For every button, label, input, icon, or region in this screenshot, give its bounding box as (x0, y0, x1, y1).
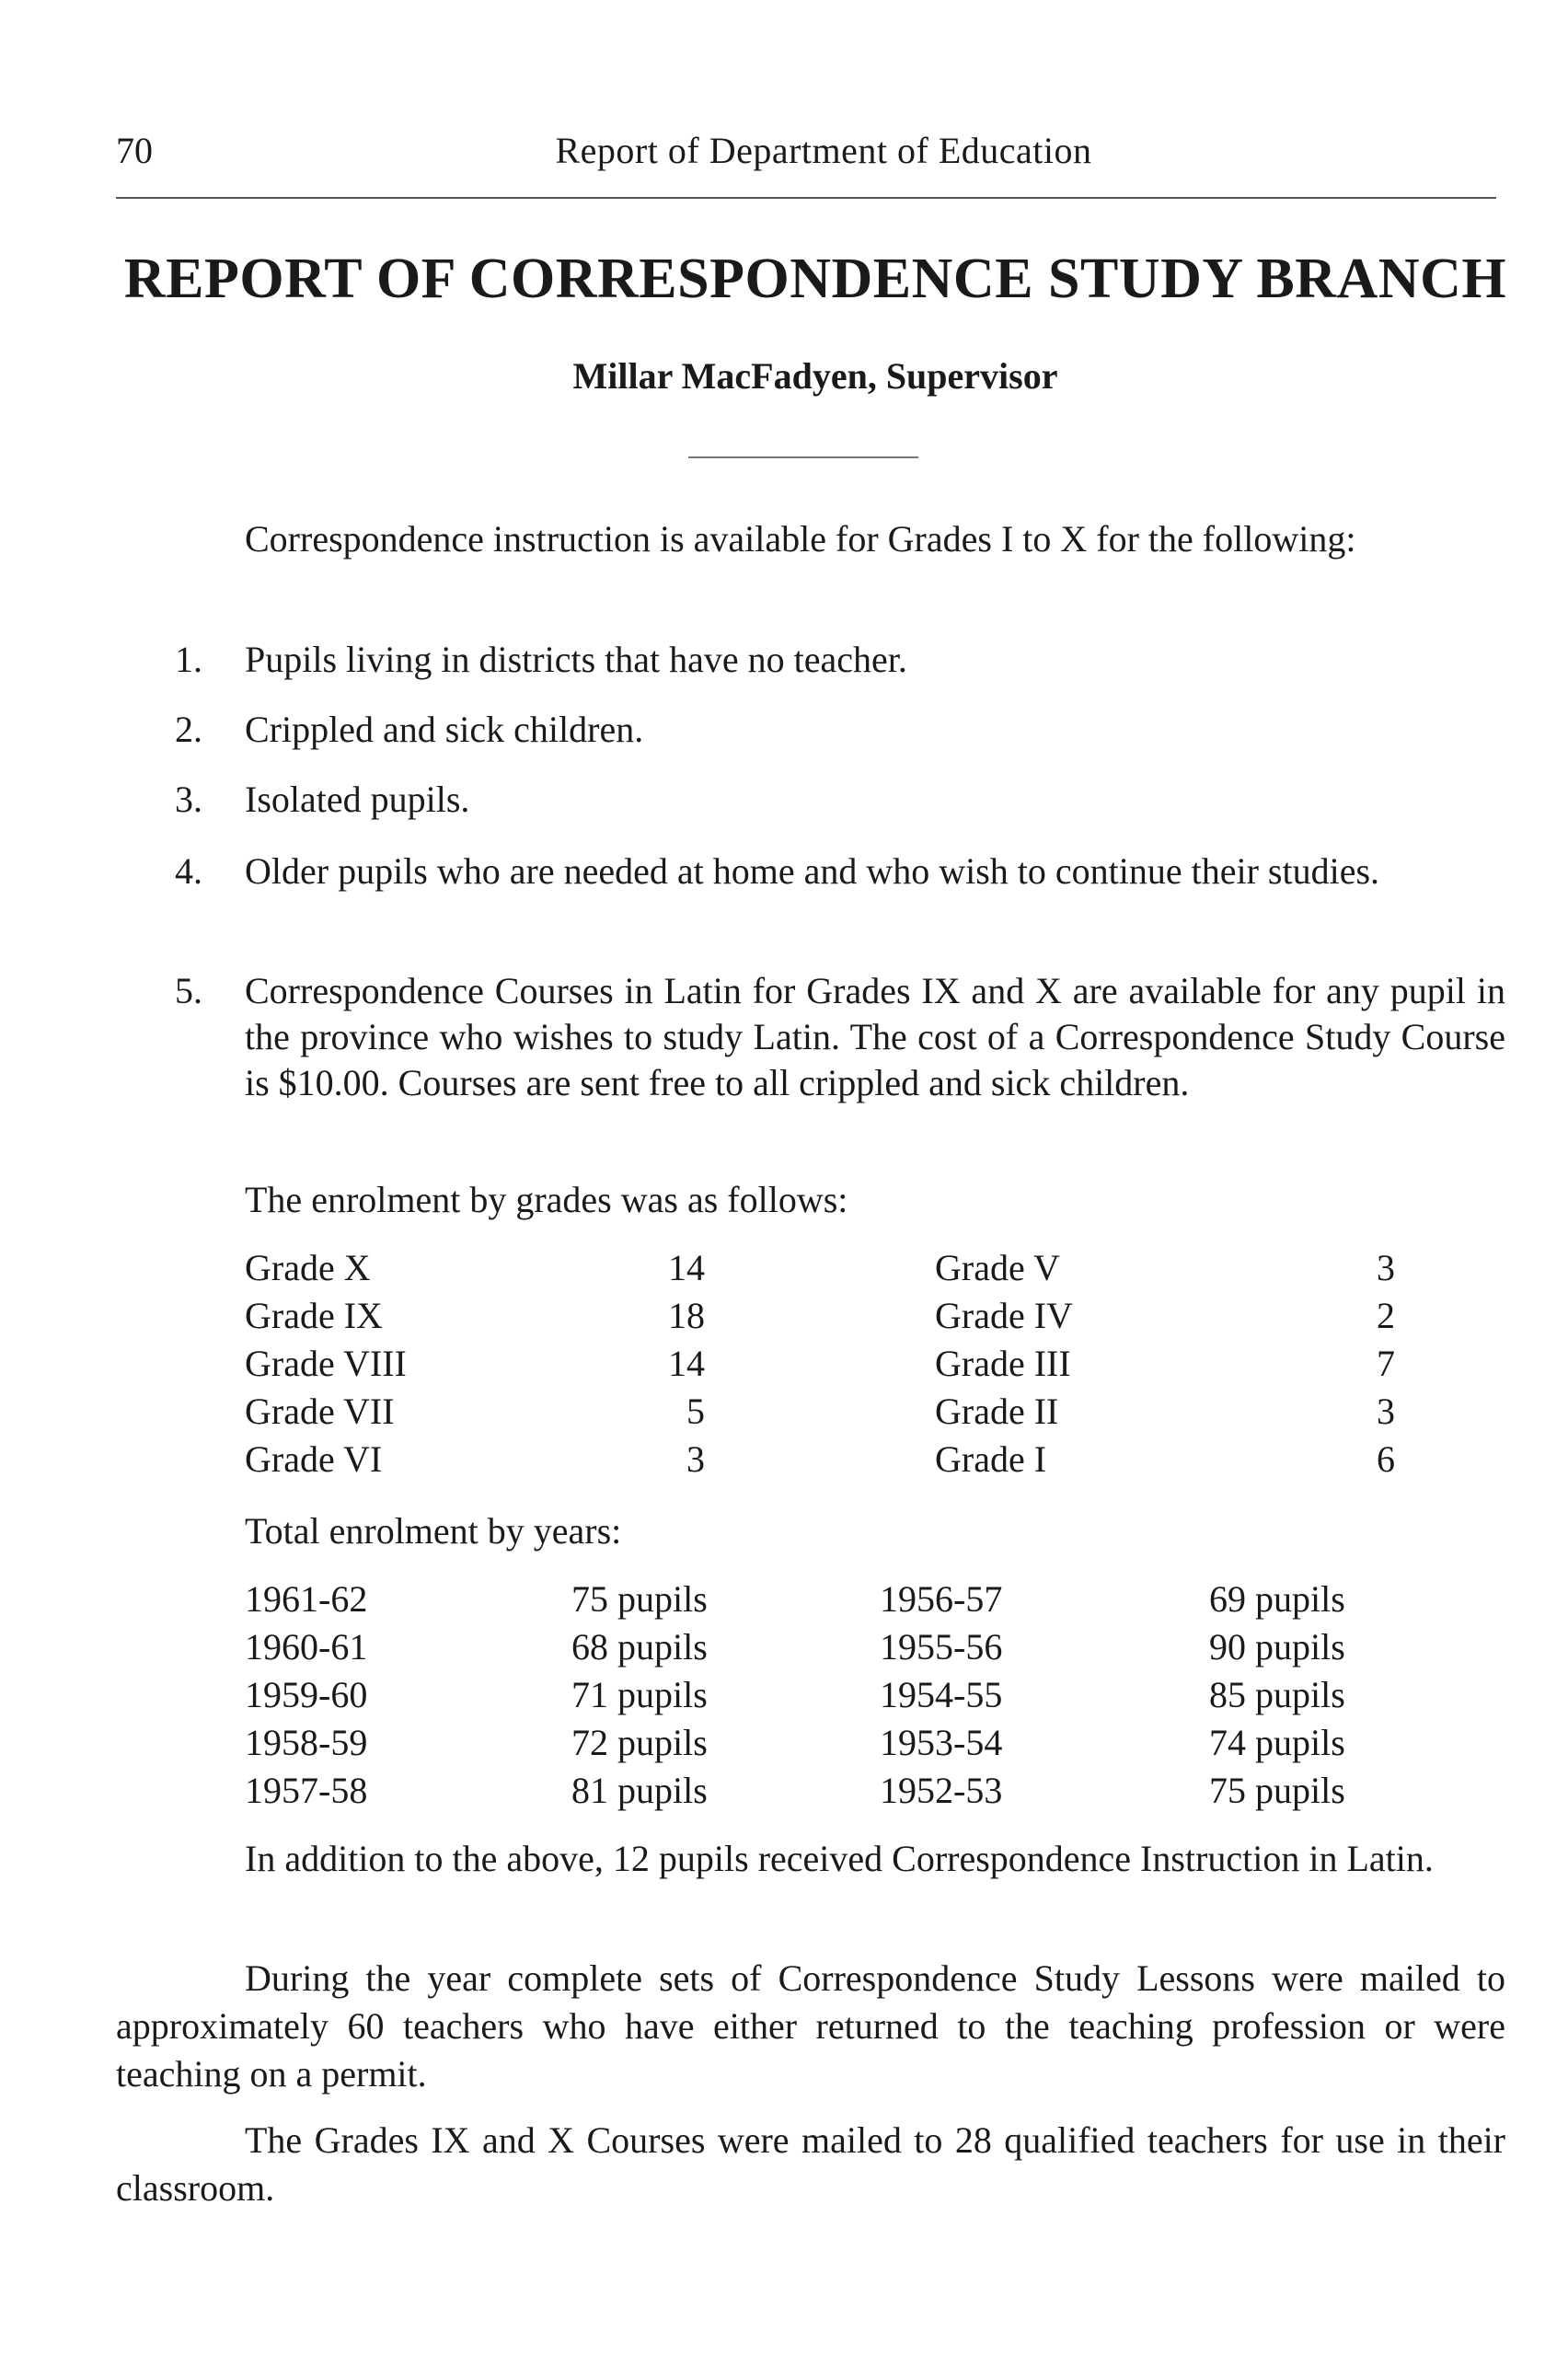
list-number: 5. (175, 970, 202, 1011)
list-number: 3. (175, 779, 202, 820)
grade-label: Grade II (935, 1391, 1059, 1432)
school-year: 1960-61 (245, 1626, 368, 1668)
list-text: Correspondence Courses in Latin for Grades IX and X are available for any pupil in the province who wishes to study Latin. The cost of a Correspondence Study Course is $10.00. Courses are sent free to all crippled and sick children. (245, 970, 1505, 1103)
school-year: 1958-59 (245, 1722, 368, 1763)
school-year: 1957-58 (245, 1770, 368, 1811)
grade-label: Grade X (245, 1247, 371, 1288)
total-enrolment-intro: Total enrolment by years: (245, 1510, 622, 1552)
grade-label: Grade V (935, 1247, 1060, 1288)
report-subtitle: Millar MacFadyen, Supervisor (572, 355, 1058, 397)
school-year: 1961-62 (245, 1578, 368, 1620)
table-row (245, 1577, 1441, 1625)
grade-count: 5 (686, 1391, 705, 1432)
grade-count: 6 (1377, 1438, 1395, 1480)
pupil-count: 75 pupils (1209, 1770, 1345, 1811)
grade-count: 2 (1377, 1295, 1395, 1336)
list-text: Isolated pupils. (245, 779, 470, 820)
list-number: 2. (175, 709, 202, 750)
grade-count: 14 (668, 1343, 705, 1384)
list-number: 4. (175, 850, 202, 892)
page-header (116, 129, 1494, 184)
table-row (245, 1673, 1441, 1721)
school-year: 1953-54 (880, 1722, 1003, 1763)
pupil-count: 75 pupils (571, 1578, 708, 1620)
school-year: 1956-57 (880, 1578, 1003, 1620)
running-title: Report of Department of Education (555, 130, 1092, 171)
list-number: 1. (175, 639, 202, 680)
grade-count: 14 (668, 1247, 705, 1288)
table-row (245, 1437, 1441, 1485)
table-row (245, 1625, 1441, 1673)
school-year: 1954-55 (880, 1674, 1003, 1715)
table-row (245, 1246, 1441, 1294)
pupil-count: 72 pupils (571, 1722, 708, 1763)
pupil-count: 81 pupils (571, 1770, 708, 1811)
table-row (245, 1390, 1441, 1437)
table-row (245, 1721, 1441, 1769)
pupil-count: 68 pupils (571, 1626, 708, 1668)
grade-count: 7 (1377, 1343, 1395, 1384)
pupil-count: 85 pupils (1209, 1674, 1345, 1715)
table-row (245, 1294, 1441, 1342)
grade-label: Grade VIII (245, 1343, 407, 1384)
pupil-count: 74 pupils (1209, 1722, 1345, 1763)
enrolment-intro: The enrolment by grades was as follows: (245, 1179, 848, 1220)
table-row (245, 1342, 1441, 1390)
pupil-count: 90 pupils (1209, 1626, 1345, 1668)
list-text: Crippled and sick children. (245, 709, 644, 750)
grade-label: Grade VI (245, 1438, 383, 1480)
body-paragraph: During the year complete sets of Correspondence Study Lessons were mailed to approximately 60 teachers who have either returned to the teaching profession or were teaching on a permit. (116, 1957, 1505, 2095)
page-number: 70 (116, 130, 153, 171)
grade-label: Grade IX (245, 1295, 383, 1336)
grade-label: Grade I (935, 1438, 1047, 1480)
pupil-count: 71 pupils (571, 1674, 708, 1715)
school-year: 1955-56 (880, 1626, 1003, 1668)
list-text: Older pupils who are needed at home and who wish to continue their studies. (245, 850, 1380, 892)
school-year: 1959-60 (245, 1674, 368, 1715)
grade-label: Grade IV (935, 1295, 1073, 1336)
grade-count: 3 (686, 1438, 705, 1480)
pupil-count: 69 pupils (1209, 1578, 1345, 1620)
grade-count: 3 (1377, 1247, 1395, 1288)
grade-label: Grade III (935, 1343, 1071, 1384)
grade-count: 18 (668, 1295, 705, 1336)
report-title: REPORT OF CORRESPONDENCE STUDY BRANCH (123, 248, 1507, 310)
grade-label: Grade VII (245, 1391, 395, 1432)
header-rule (116, 197, 1496, 199)
body-paragraph: The Grades IX and X Courses were mailed to 28 qualified teachers for use in their classroom. (116, 2119, 1505, 2209)
title-divider (688, 456, 918, 458)
intro-paragraph: Correspondence instruction is available for Grades I to X for the following: (245, 518, 1356, 560)
body-paragraph: In addition to the above, 12 pupils received Correspondence Instruction in Latin. (245, 1838, 1434, 1879)
school-year: 1952-53 (880, 1770, 1003, 1811)
grade-count: 3 (1377, 1391, 1395, 1432)
table-row (245, 1769, 1441, 1817)
list-text: Pupils living in districts that have no teacher. (245, 639, 907, 680)
